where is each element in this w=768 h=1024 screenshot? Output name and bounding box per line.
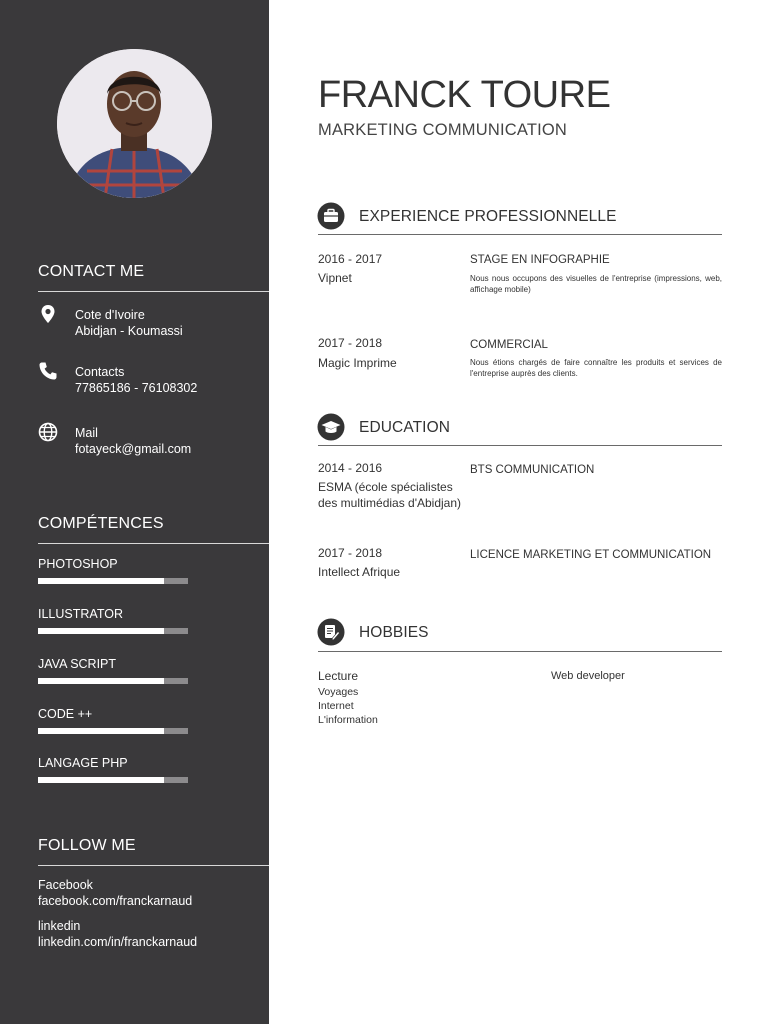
contact-mail [38, 425, 263, 457]
graduation-cap-icon [317, 413, 345, 441]
contact-location-text [75, 307, 183, 339]
phone-label: Contacts [75, 365, 125, 379]
hobby-reading: Lecture [318, 669, 359, 683]
skill-bar-track [38, 777, 188, 783]
experience-2-title: COMMERCIAL [470, 339, 548, 351]
hobby-web-developer: Web developer [551, 670, 625, 682]
skill-label: ILLUSTRATOR [38, 607, 123, 621]
follow-facebook [38, 877, 192, 909]
skill-label: JAVA SCRIPT [38, 657, 117, 671]
skill-bar-fill [38, 678, 164, 684]
experience-1-dates: 2016 - 2017 [318, 252, 383, 266]
globe-icon [38, 422, 58, 442]
candidate-name: FRANCK TOURE [318, 74, 611, 116]
linkedin-label: linkedin [38, 919, 81, 933]
hobbies-divider [318, 651, 722, 652]
contact-location [38, 307, 263, 339]
skill-bar-fill [38, 728, 164, 734]
contact-phone [38, 364, 263, 396]
skill-bar-fill [38, 777, 164, 783]
skill-bar-track [38, 578, 188, 584]
skill-bar-track [38, 678, 188, 684]
skill-bar-fill [38, 628, 164, 634]
contact-phone-text [75, 364, 197, 396]
candidate-role: MARKETING COMMUNICATION [318, 121, 568, 139]
contact-divider [38, 291, 269, 292]
location-country: Cote d'Ivoire [75, 308, 145, 322]
facebook-label: Facebook [38, 878, 93, 892]
skills-heading: COMPÉTENCES [38, 515, 164, 532]
hobby-information: L'information [318, 714, 378, 726]
skill-javascript [38, 657, 198, 671]
experience-2-org: Magic Imprime [318, 356, 397, 370]
skills-divider [38, 543, 269, 544]
follow-heading: FOLLOW ME [38, 837, 136, 854]
experience-2-desc: Nous étions chargés de faire connaître les produits et services de l'entreprise auprès des clients. [470, 358, 722, 378]
facebook-link[interactable]: facebook.com/franckarnaud [38, 894, 193, 908]
experience-divider [318, 234, 722, 235]
phone-icon [38, 361, 58, 381]
education-1-dates: 2014 - 2016 [318, 461, 383, 475]
experience-1-title: STAGE EN INFOGRAPHIE [470, 254, 610, 266]
education-heading: EDUCATION [359, 419, 451, 436]
skill-php [38, 756, 198, 770]
skill-code [38, 707, 198, 721]
linkedin-link[interactable]: linkedin.com/in/franckarnaud [38, 935, 198, 949]
follow-divider [38, 865, 269, 866]
contact-mail-text [75, 425, 191, 457]
experience-1-desc: Nous nous occupons des visuelles de l'entreprise (impressions, web, affichage mobile) [470, 274, 722, 294]
briefcase-icon [317, 202, 345, 230]
hobby-internet: Internet [318, 700, 354, 712]
document-edit-icon [317, 618, 345, 646]
hobbies-heading: HOBBIES [359, 624, 429, 641]
education-1-title: BTS COMMUNICATION [470, 464, 595, 476]
sidebar [0, 0, 269, 1024]
skill-illustrator [38, 607, 198, 621]
skill-bar-fill [38, 578, 164, 584]
follow-linkedin [38, 918, 197, 950]
education-2-org: Intellect Afrique [318, 565, 401, 579]
education-2-dates: 2017 - 2018 [318, 546, 383, 560]
education-1-org: ESMA (école spécialistes des multimédias d'Abidjan) [318, 480, 462, 510]
experience-1-org: Vipnet [318, 271, 352, 285]
contact-heading: CONTACT ME [38, 263, 145, 280]
skill-photoshop [38, 557, 198, 571]
skill-label: LANGAGE PHP [38, 756, 128, 770]
skill-label: CODE ++ [38, 707, 93, 721]
experience-heading: EXPERIENCE PROFESSIONNELLE [359, 208, 617, 225]
hobby-travel: Voyages [318, 686, 359, 698]
mail-label: Mail [75, 426, 98, 440]
experience-2-dates: 2017 - 2018 [318, 336, 383, 350]
location-pin-icon [38, 304, 58, 324]
education-divider [318, 445, 722, 446]
location-city: Abidjan - Koumassi [75, 324, 183, 338]
profile-photo [57, 49, 212, 198]
hobby-list [318, 685, 378, 727]
avatar-illustration [57, 49, 212, 198]
education-2-title: LICENCE MARKETING ET COMMUNICATION [470, 549, 712, 561]
mail-address[interactable]: fotayeck@gmail.com [75, 442, 192, 456]
skill-bar-track [38, 728, 188, 734]
phone-numbers: 77865186 - 76108302 [75, 381, 198, 395]
skill-bar-track [38, 628, 188, 634]
skill-label: PHOTOSHOP [38, 557, 118, 571]
